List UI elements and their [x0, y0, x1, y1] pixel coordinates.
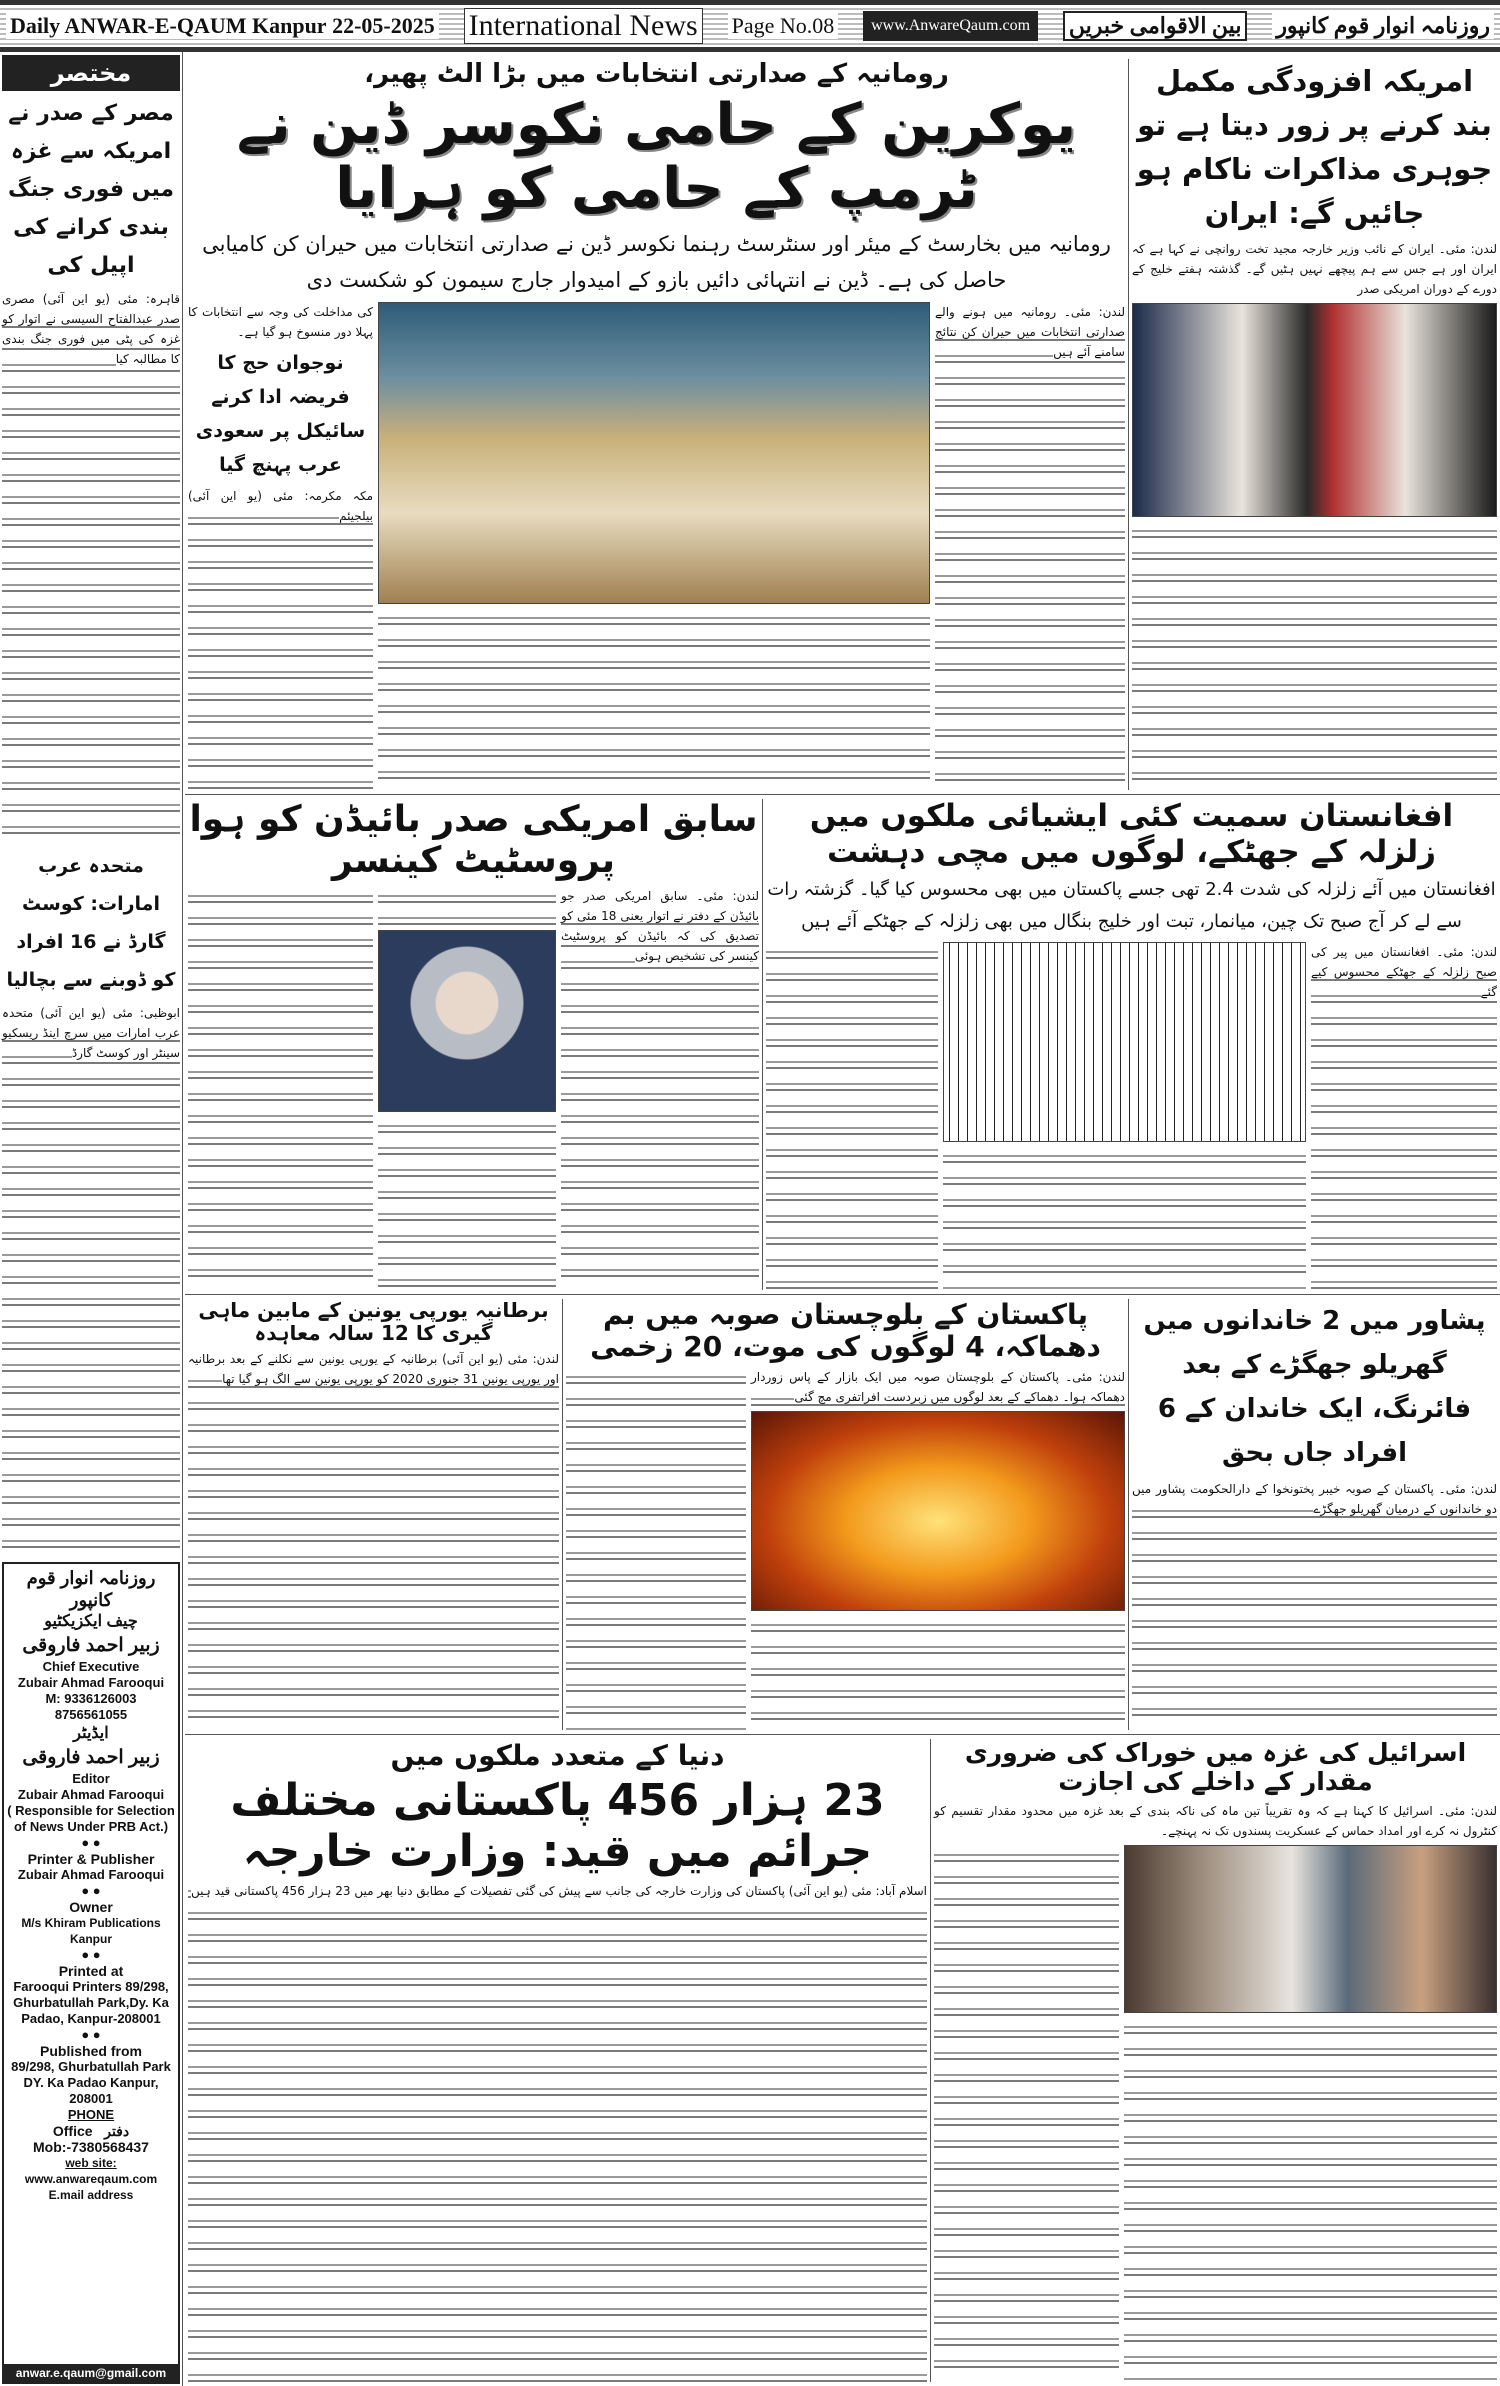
biden-story [185, 799, 762, 1290]
sidebar-story1-headline: مصر کے صدر نے امریکہ سے غزہ میں فوری جنگ بندی کرانے کی اپیل کی [7, 101, 175, 278]
prisoners-headline: 23 ہزار 456 پاکستانی مختلف جرائم میں قید: وزارت خارجہ [230, 1775, 885, 1877]
chief-exec-urdu: چیف ایکزیکٹیو [44, 1613, 138, 1630]
separator-dots: ● ● [81, 1835, 101, 1850]
separator-dots: ● ● [81, 2027, 101, 2042]
published-from: 89/298, Ghurbatullah Park DY. Ka Padao Kanpur, 208001 [11, 2059, 171, 2106]
published-label: Published from [40, 2043, 142, 2059]
biden-body-col2 [378, 886, 556, 926]
baluchistan-story [562, 1299, 1128, 1730]
paper-name: Daily ANWAR-E-QAUM Kanpur [10, 13, 327, 38]
iran-story [1128, 59, 1500, 790]
web-link[interactable]: www.anwareqaum.com [24, 2172, 158, 2186]
seismograph-photo [943, 942, 1306, 1142]
quake-body-lower [943, 1146, 1306, 1290]
editor-name-urdu: زبیر احمد فاروقی [22, 1747, 160, 1768]
issue-date: 22-05-2025 [332, 13, 435, 38]
romania-tail: کی مداخلت کی وجہ سے انتخابات کا پہلا دور منسوخ ہو گیا ہے۔ [188, 304, 373, 339]
iran-body [1132, 521, 1497, 790]
baluchistan-body-col2 [566, 1367, 746, 1730]
prb-note: ( Responsible for Selection of News Under PRB Act.) [7, 1803, 175, 1834]
owner-label: Owner [69, 1899, 113, 1915]
explosion-fire-photo [751, 1411, 1125, 1611]
prisoners-body: اسلام آباد: مئی (یو این آئی) پاکستان کی وزارت خارجہ کی جانب سے پیش کی گئی تفصیلات کے مطابق دنیا بھر میں 23 ہزار 456 پاکستانی قید ہیں [188, 1881, 927, 2382]
office-urdu: دفتر [104, 2123, 130, 2139]
main-content [185, 55, 1500, 2386]
uk-eu-story [185, 1299, 562, 1730]
email-label: E.mail address [48, 2188, 134, 2202]
row-third [185, 1295, 1500, 1735]
sidebar-story2-body: ابوظبی: مئی (یو این آئی) متحدہ عرب امارات میں سرچ اینڈ ریسکیو سینٹر اور کوسٹ گارڈ [2, 1003, 180, 1557]
editor-label: Editor [72, 1771, 110, 1786]
mobile-1: M: 9336126003 [45, 1691, 137, 1706]
separator-dots: ● ● [81, 1883, 101, 1898]
printed-at: Farooqui Printers 89/298, Ghurbatullah Park,Dy. Ka Padao, Kanpur-208001 [13, 1979, 169, 2026]
iran-lead: لندن: مئی۔ ایران کے نائب وزیر خارجہ مجید تخت روانچی نے کہا ہے کہ ایران اور ہے جس سے ہم پیچھے نہیں ہٹیں گے۔ گذشتہ ہفتے خلیج کے دورے کے دوران امریکی صدر [1132, 242, 1497, 296]
brief-label: مختصر [2, 55, 180, 91]
uk-eu-body: لندن: مئی (یو این آئی) برطانیہ کے یورپی یونین سے نکلنے کے بعد برطانیہ اور یورپی یونین 31 جنوری 2020 کو یورپی یونین سے الگ ہو گیا تھا [188, 1349, 559, 1730]
hajj-headline: نوجوان حج کا فریضہ ادا کرنے سائیکل پر سعودی عرب پہنچ گیا [195, 351, 366, 476]
gaza-body [1124, 2017, 1497, 2383]
sidebar-briefs [2, 55, 180, 1557]
prisoners-story [185, 1739, 930, 2382]
row-top [185, 55, 1500, 795]
romania-kicker: رومانیہ کے صدارتی انتخابات میں بڑا الٹ پھیر، [364, 59, 949, 89]
romania-body-col1: لندن: مئی۔ رومانیہ میں ہونے والے صدارتی انتخابات میں حیران کن نتائج سامنے آئے ہیں [935, 302, 1125, 790]
masthead-bar [0, 0, 1500, 52]
gaza-lead: لندن: مئی۔ اسرائیل کا کہنا ہے کہ وہ تقریباً تین ماہ کی ناکہ بندی کے بعد غزہ میں محدود مقدار تقسیم کو کنٹرول نہ کرے اور امداد حماس کے عسکریت پسندوں تک نہ پہنچے۔ [934, 1803, 1497, 1838]
quake-subhead: افغانستان میں آئے زلزلہ کی شدت 2.4 تھی جسے پاکستان میں بھی محسوس کیا گیا۔ گزشتہ رات سے لے کر آج صبح تک چین، میانمار، تبت اور خلیج بنگال میں بھی زلزلہ کے جھٹکے آئے ہیں [767, 879, 1496, 933]
editor-urdu: ایڈیٹر [73, 1725, 109, 1742]
romania-palace-photo [378, 302, 930, 604]
iran-headline: امریکہ افزودگی مکمل بند کرنے پر زور دیتا ہے تو جوہری مذاکرات ناکام ہو جائیں گے: ایران [1136, 64, 1493, 230]
gaza-headline: اسرائیل کی غزہ میں خوراک کی ضروری مقدار کے داخلے کی اجازت [964, 1738, 1467, 1796]
editor-name: Zubair Ahmad Farooqui [17, 1787, 165, 1802]
sidebar-story2-headline: متحدہ عرب امارات: کوسٹ گارڈ نے 16 افراد کو ڈوبنے سے بچالیا [6, 855, 176, 991]
name-urdu: زبیر احمد فاروقی [22, 1635, 160, 1656]
romania-story [185, 59, 1128, 790]
iran-officials-photo [1132, 303, 1497, 517]
row-bottom [185, 1735, 1500, 2386]
peshawar-body: لندن: مئی۔ پاکستان کے صوبہ خیبر پختونخوا کے دارالحکومت پشاور میں دو خاندانوں کے درمیان گھریلو جھگڑے [1132, 1479, 1497, 1730]
uk-eu-headline: برطانیہ یورپی یونین کے مابین ماہی گیری کا 12 سالہ معاہدہ [198, 1298, 549, 1345]
biden-photo [378, 930, 556, 1112]
gaza-crowd-photo [1124, 1845, 1497, 2013]
website-link[interactable]: www.AnwareQaum.com [863, 11, 1038, 41]
quake-body-col1: لندن: مئی۔ افغانستان میں پیر کی صبح زلزلہ کے جھٹکے محسوس کیے گئے [1311, 942, 1497, 1290]
mobile-2: 8756561055 [54, 1707, 128, 1722]
romania-subhead: رومانیہ میں بخارسٹ کے میئر اور سنٹرسٹ رہنما نکوسر ڈین نے صدارتی انتخابات میں حیران کن کامیابی حاصل کی ہے۔ ڈین نے انتہائی دائیں بازو کے امیدوار جارج سیمون کو شکست دی [202, 231, 1111, 292]
owner-name: M/s Khiram Publications Kanpur [21, 1916, 161, 1946]
row-second [185, 795, 1500, 1295]
section-title: International News [464, 8, 703, 44]
quake-story [762, 799, 1500, 1290]
quake-body-col2 [766, 942, 938, 1290]
section-title-urdu: بین الاقوامی خبریں [1063, 11, 1248, 41]
chief-exec-label: Chief Executive [42, 1659, 140, 1674]
baluchistan-headline: پاکستان کے بلوچستان صوبہ میں بم دھماکہ، 4 لوگوں کی موت، 20 زخمی [590, 1298, 1101, 1364]
web-label: web site: [65, 2156, 117, 2170]
biden-body-col1: لندن: مئی۔ سابق امریکی صدر جو بائیڈن کے دفتر نے اتوار یعنی 18 مئی کو تصدیق کی کہ بائیڈن کو پروسٹیٹ کینسر کی تشخیص ہوئی [561, 886, 759, 1290]
masthead-left [6, 13, 439, 39]
romania-body-lower [378, 608, 930, 790]
gaza-body-col2 [934, 1845, 1119, 2383]
printer-label: Printer & Publisher [27, 1851, 155, 1867]
romania-headline: یوکرین کے حامی نکوسر ڈین نے ٹرمپ کے حامی کو ہرایا [236, 92, 1077, 222]
imprint-logo: روزنامہ انوار قوم کانپور [26, 1568, 156, 1610]
quake-headline: افغانستان سمیت کئی ایشیائی ملکوں میں زلزلہ کے جھٹکے، لوگوں میں مچی دہشت [809, 798, 1454, 870]
masthead-urdu: روزنامہ انوار قوم کانپور [1272, 13, 1494, 39]
biden-body-col2b [378, 1116, 556, 1290]
peshawar-headline: پشاور میں 2 خاندانوں میں گھریلو جھگڑے کے بعد فائرنگ، ایک خاندان کے 6 افراد جاں بحق [1143, 1306, 1486, 1468]
separator-dots: ● ● [81, 1947, 101, 1962]
phone-label: PHONE [67, 2107, 115, 2122]
email-link[interactable]: anwar.e.qaum@gmail.com [4, 2364, 178, 2382]
page-number: Page No.08 [728, 13, 839, 39]
baluchistan-body-lower [751, 1615, 1125, 1730]
hajj-body: مکہ مکرمہ: مئی (یو این آئی) بیلجیئم [188, 486, 373, 790]
biden-headline: سابق امریکی صدر بائیڈن کو ہوا پروسٹیٹ کینسر [189, 799, 758, 882]
sidebar-story1-body: قاہرہ: مئی (یو این آئی) مصری صدر عبدالفتاح السیسی نے اتوار کو غزہ کی پٹی میں فوری جنگ بندی کا مطالبہ کیا [2, 289, 180, 843]
imprint-box [2, 1562, 180, 2384]
peshawar-story [1128, 1299, 1500, 1730]
gaza-story [930, 1739, 1500, 2382]
printer-name: Zubair Ahmad Farooqui [17, 1867, 165, 1882]
biden-body-col3 [188, 886, 373, 1290]
baluchistan-body-col1: لندن: مئی۔ پاکستان کے بلوچستان صوبہ میں ایک بازار کے پاس زوردار دھماکہ ہوا۔ دھماکے کے بعد لوگوں میں زبردست افراتفری مچ گئی [751, 1367, 1125, 1407]
prisoners-kicker: دنیا کے متعدد ملکوں میں [390, 1739, 725, 1772]
chief-exec-name: Zubair Ahmad Farooqui [17, 1675, 165, 1690]
office-label: Office [52, 2123, 93, 2139]
printed-label: Printed at [58, 1963, 124, 1979]
office-mobile: Mob:-7380568437 [33, 2139, 149, 2155]
